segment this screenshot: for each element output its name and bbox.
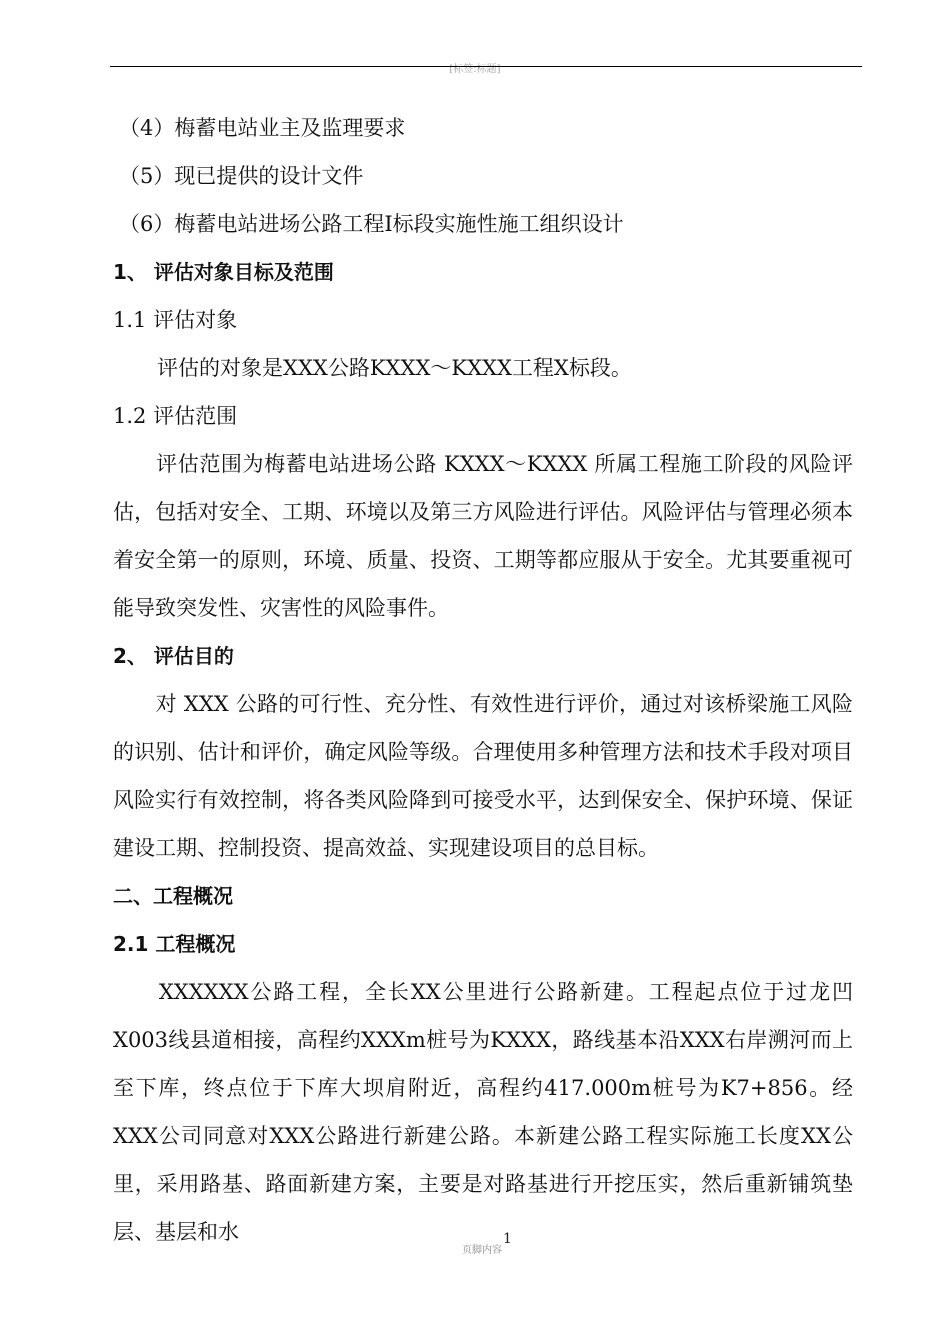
list-item-5: （5）现已提供的设计文件 bbox=[119, 164, 364, 188]
page-number: 1 bbox=[503, 1231, 512, 1247]
section-heading-1: 1、 评估对象目标及范围 bbox=[113, 260, 334, 284]
paragraph-2: 对 XXX 公路的可行性、充分性、有效性进行评价，通过对该桥梁施工风险的识别、估计和评价，确定风险等级。合理使用多种管理方法和技术手段对项目风险实行有效控制，将各类风险降到可接受水平，达到保安全、保护环境、保证建设工期、控制投资、提高效益、实现建设项目的总目标。 bbox=[113, 692, 853, 860]
header-rule bbox=[110, 66, 862, 67]
subsection-heading-1-1: 1.1 评估对象 bbox=[113, 308, 238, 332]
section-heading-2: 2、 评估目的 bbox=[113, 644, 234, 668]
page-header-text: [标签:标题] bbox=[449, 64, 501, 75]
paragraph-2-1: XXXXXX公路工程，全长XX公里进行公路新建。工程起点位于过龙凹X003线县道相接，高程约XXXm桩号为KXXX，路线基本沿XXX右岸溯河而上至下库，终点位于下库大坝肩附近，高程约417.000m桩号为K7+856。经XXX公司同意对XXX公路进行新建公路。本新建公路工程实际施工长度XX公里，采用路基、路面新建方案，主要是对路基进行开挖压实，然后重新铺筑垫层、基层和水 bbox=[113, 980, 853, 1244]
subsection-heading-1-2: 1.2 评估范围 bbox=[113, 404, 238, 428]
chapter-heading-2: 二、工程概况 bbox=[113, 884, 233, 908]
list-item-6: （6）梅蓄电站进场公路工程Ⅰ标段实施性施工组织设计 bbox=[119, 212, 624, 236]
paragraph-1-2: 评估范围为梅蓄电站进场公路 KXXX～KXXX 所属工程施工阶段的风险评估，包括对安全、工期、环境以及第三方风险进行评估。风险评估与管理必须本着安全第一的原则，环境、质量、投资、工期等都应服从于安全。尤其要重视可能导致突发性、灾害性的风险事件。 bbox=[113, 452, 853, 620]
subsection-heading-2-1: 2.1 工程概况 bbox=[113, 932, 236, 956]
paragraph-1-1: 评估的对象是XXX公路KXXX～KXXX工程X标段。 bbox=[157, 356, 632, 380]
list-item-4: （4）梅蓄电站业主及监理要求 bbox=[119, 116, 406, 140]
page-footer-text: 页脚内容 bbox=[462, 1245, 502, 1256]
document-body bbox=[113, 104, 853, 1256]
